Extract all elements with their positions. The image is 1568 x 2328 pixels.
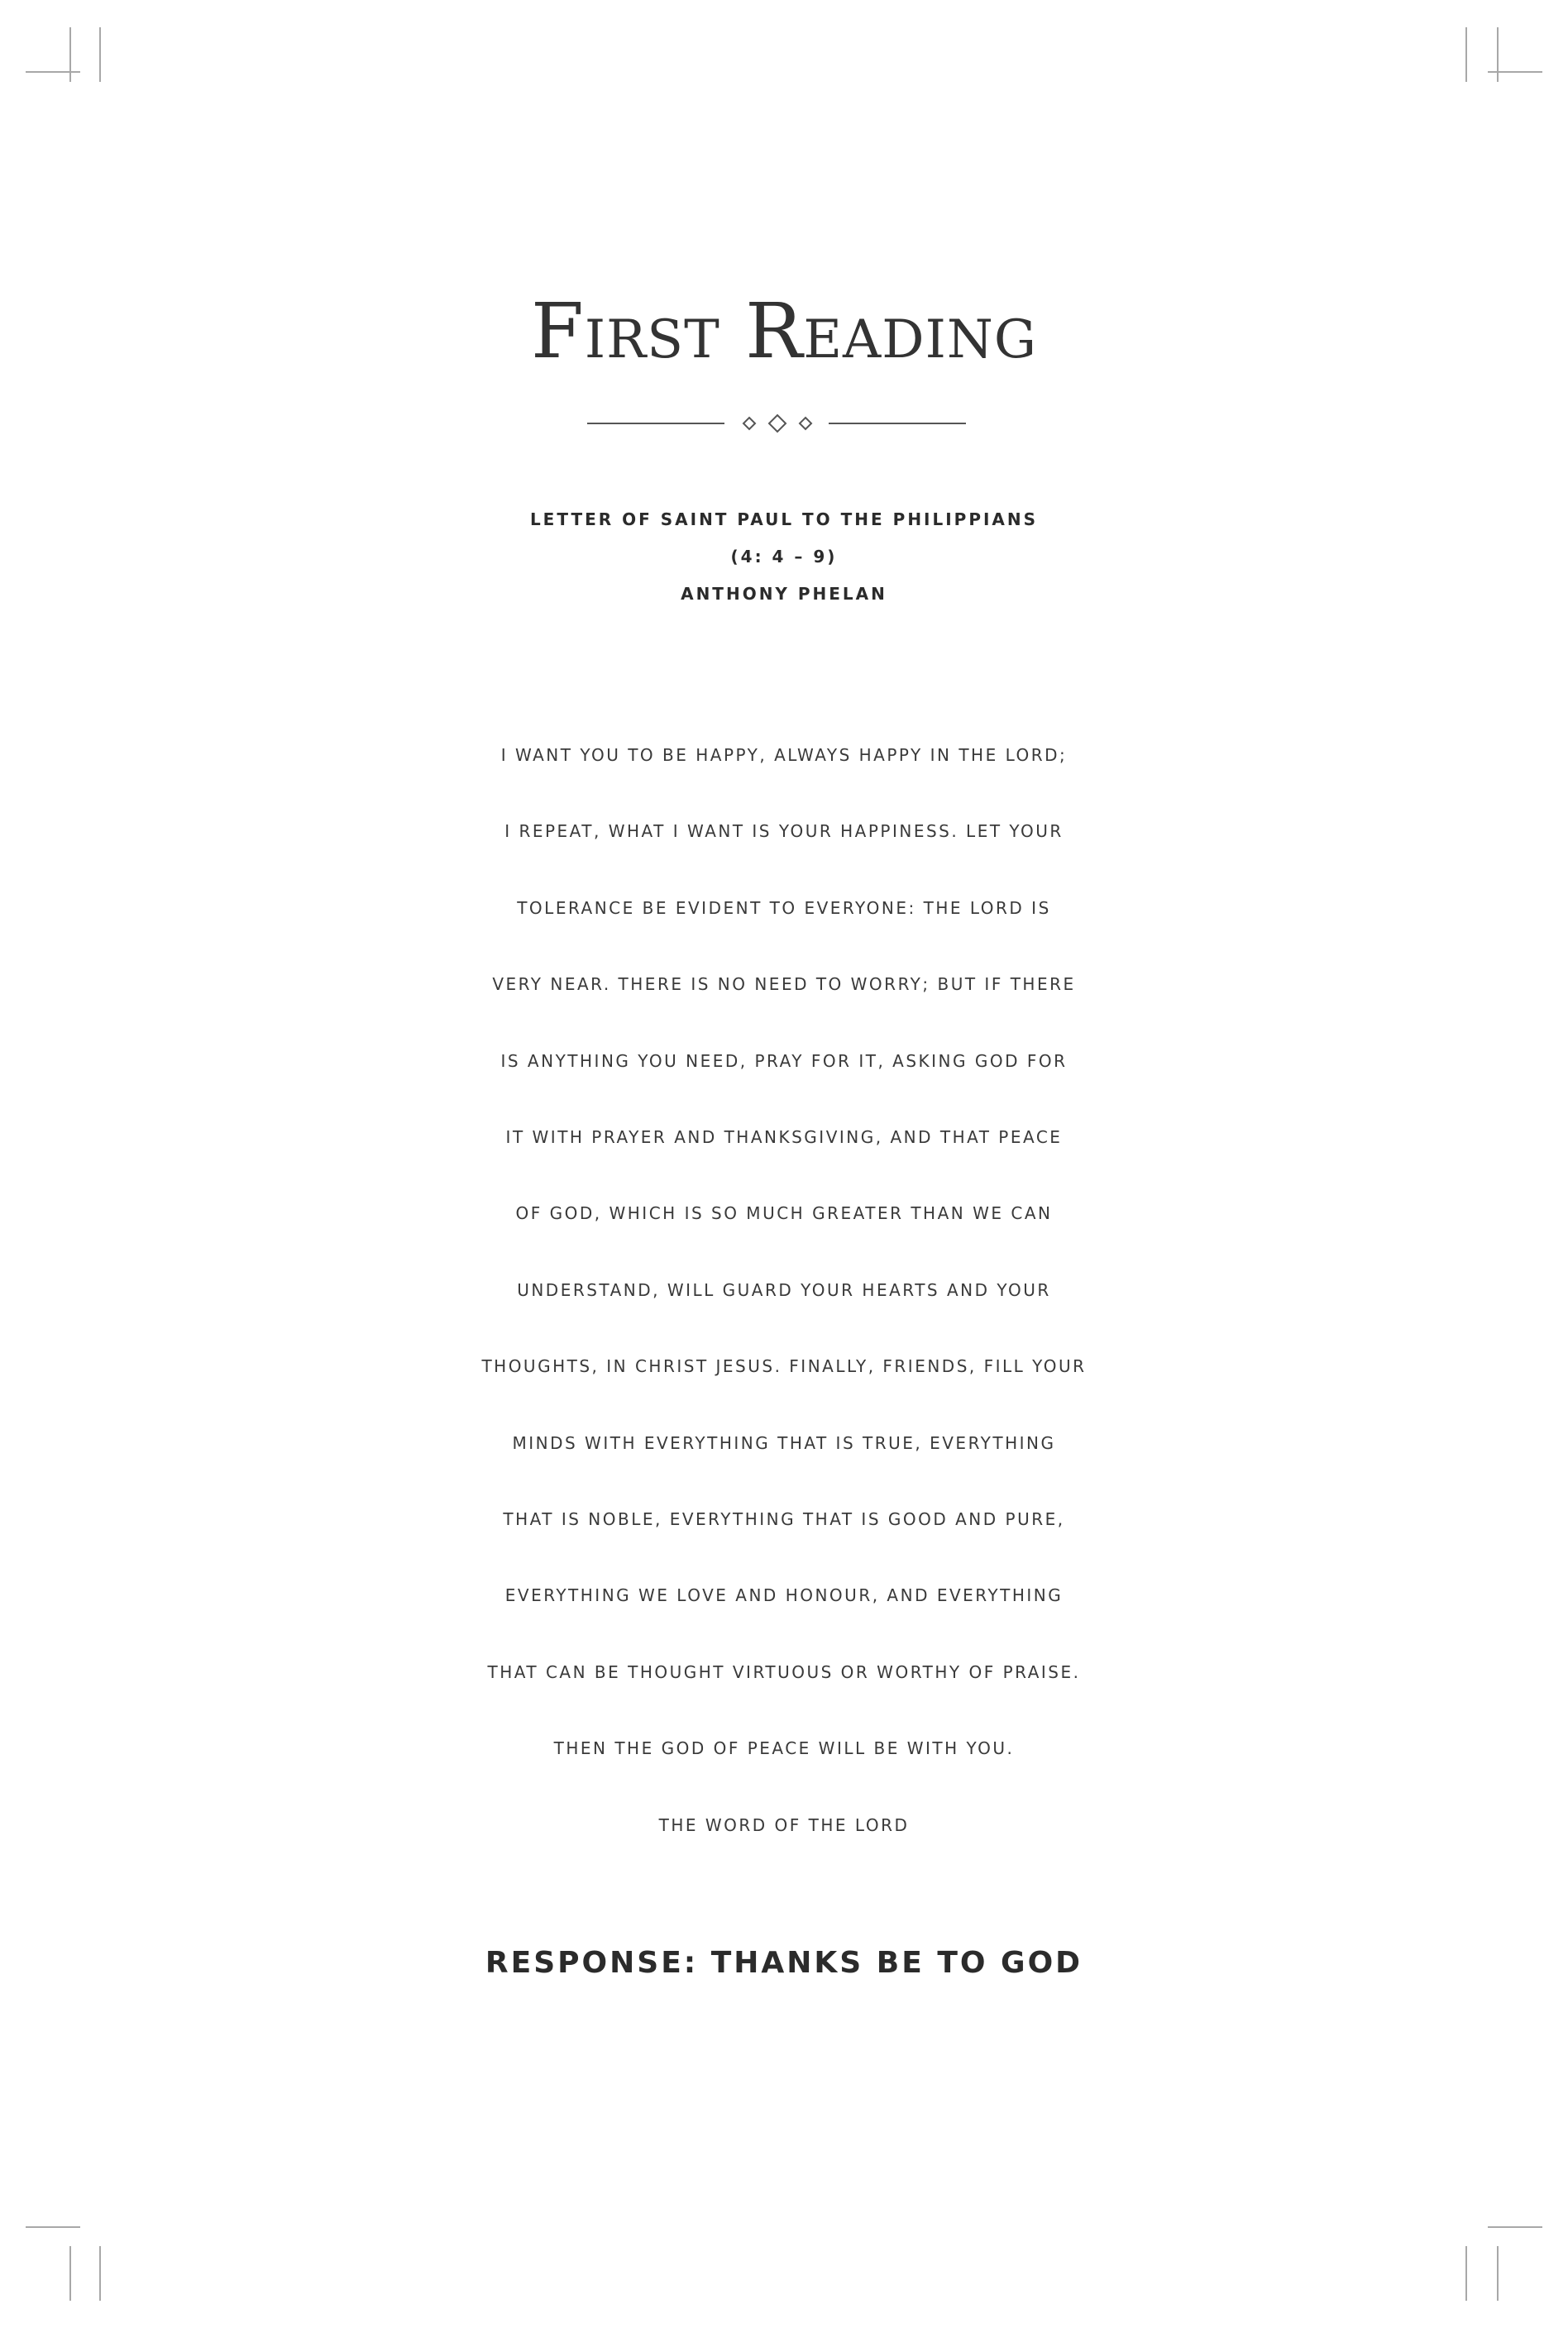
crop-mark [69,27,71,82]
crop-mark [69,2246,71,2301]
crop-mark [1488,71,1542,73]
reading-line: VERY NEAR. THERE IS NO NEED TO WORRY; BUT IF THERE [492,974,1076,995]
verse-reference: (4: 4 – 9) [730,547,838,566]
reading-line: THOUGHTS, IN CHRIST JESUS. FINALLY, FRIENDS, FILL YOUR [481,1356,1087,1377]
crop-mark [26,2226,80,2228]
divider-ornament [0,409,1568,437]
reading-source [0,501,1568,613]
reading-line: EVERYTHING WE LOVE AND HONOUR, AND EVERYTHING [504,1585,1064,1606]
crop-mark [99,27,101,82]
crop-mark [1497,2246,1499,2301]
crop-mark [1488,2226,1542,2228]
crop-mark [26,71,80,73]
reading-line: I REPEAT, WHAT I WANT IS YOUR HAPPINESS. LET YOUR [504,821,1064,842]
reading-line: UNDERSTAND, WILL GUARD YOUR HEARTS AND YOUR [517,1279,1051,1300]
response-text: RESPONSE: THANKS BE TO GOD [485,1946,1083,1980]
reading-line: OF GOD, WHICH IS SO MUCH GREATER THAN WE CAN [515,1203,1053,1224]
reading-line: I WANT YOU TO BE HAPPY, ALWAYS HAPPY IN THE LORD; [500,745,1068,765]
page-title: First Reading [530,287,1037,375]
crop-mark [99,2246,101,2301]
crop-mark [1465,2246,1467,2301]
reading-line: IS ANYTHING YOU NEED, PRAY FOR IT, ASKING GOD FOR [500,1050,1068,1071]
reading-line: THAT CAN BE THOUGHT VIRTUOUS OR WORTHY OF PRAISE. [487,1661,1081,1682]
reading-line: THEN THE GOD OF PEACE WILL BE WITH YOU. [553,1738,1015,1759]
reading-line: MINDS WITH EVERYTHING THAT IS TRUE, EVERYTHING [512,1432,1056,1453]
reading-line: TOLERANCE BE EVIDENT TO EVERYONE: THE LORD IS [517,897,1051,918]
reading-line: IT WITH PRAYER AND THANKSGIVING, AND THAT PEACE [505,1127,1063,1148]
book-title: LETTER OF SAINT PAUL TO THE PHILIPPIANS [529,509,1039,529]
reading-line: THAT IS NOBLE, EVERYTHING THAT IS GOOD AND PURE, [503,1509,1065,1530]
crop-mark [1465,27,1467,82]
crop-mark [1497,27,1499,82]
reader-name: ANTHONY PHELAN [681,584,887,604]
closing-line: THE WORD OF THE LORD [658,1814,910,1835]
reading-text [0,717,1568,1863]
